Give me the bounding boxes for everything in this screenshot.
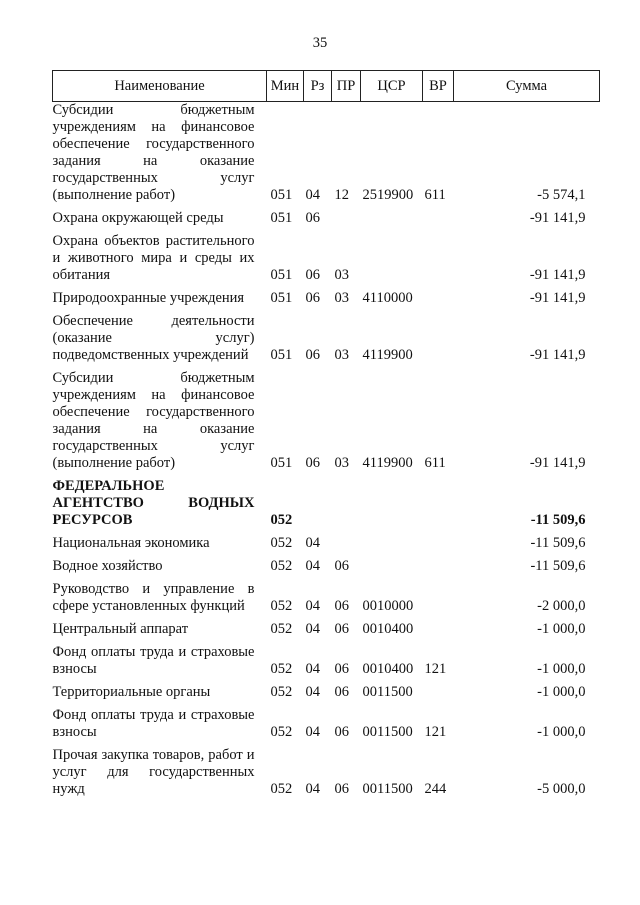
cell-rz: 04 (305, 535, 320, 551)
cell-vr: 121 (424, 661, 447, 677)
cell-sum: -91 141,9 (529, 210, 586, 226)
cell-csr: 0010400 (362, 621, 414, 637)
cell-csr: 0011500 (362, 724, 413, 740)
cell-name: Территориальные органы (52, 684, 211, 700)
header-sum: Сумма (454, 71, 600, 102)
table-row (53, 233, 600, 290)
table-row (53, 535, 600, 558)
cell-name: Фонд оплаты труда и страховые взносы (52, 707, 255, 740)
cell-pr (332, 478, 361, 535)
cell-pr: 06 (334, 558, 349, 574)
cell-vr: 121 (424, 724, 447, 740)
cell-rz: 04 (305, 187, 320, 203)
cell-min: 052 (270, 535, 293, 551)
cell-name: Природоохранные учреждения (52, 290, 245, 306)
cell-min: 051 (270, 187, 293, 203)
table-row (53, 621, 600, 644)
cell-min: 051 (270, 347, 293, 363)
cell-pr: 06 (334, 724, 349, 740)
cell-min: 051 (270, 455, 293, 471)
cell-sum: -91 141,9 (529, 290, 586, 306)
cell-name: Водное хозяйство (52, 558, 163, 574)
cell-name: Субсидии бюджетным учреждениям на финансовое обеспечение государственного задания на оказание государственных услуг (выполнение работ) (52, 102, 255, 203)
cell-sum: -91 141,9 (529, 347, 586, 363)
cell-csr (361, 233, 423, 290)
cell-vr (423, 558, 454, 581)
cell-rz: 04 (305, 724, 320, 740)
cell-csr: 4119900 (362, 455, 413, 471)
cell-min: 051 (270, 210, 293, 226)
table-row (53, 558, 600, 581)
cell-min: 051 (270, 290, 293, 306)
page-number: 35 (312, 35, 328, 51)
cell-sum: -2 000,0 (537, 598, 586, 614)
cell-pr (332, 535, 361, 558)
cell-pr (332, 210, 361, 233)
cell-csr: 0010000 (362, 598, 414, 614)
cell-sum: -11 509,6 (530, 535, 586, 551)
cell-csr (361, 558, 423, 581)
cell-csr: 4110000 (362, 290, 413, 306)
cell-sum: -91 141,9 (529, 267, 586, 283)
cell-csr: 0011500 (362, 684, 413, 700)
cell-rz: 06 (305, 210, 320, 226)
table-row (53, 102, 600, 211)
cell-sum: -5 000,0 (537, 781, 586, 797)
cell-rz: 06 (305, 347, 320, 363)
cell-pr: 03 (334, 347, 349, 363)
cell-sum: -5 574,1 (537, 187, 586, 203)
cell-min: 052 (270, 598, 293, 614)
cell-pr: 06 (334, 781, 349, 797)
cell-min: 052 (270, 512, 293, 528)
cell-name: Национальная экономика (52, 535, 210, 551)
cell-csr: 4119900 (362, 347, 413, 363)
cell-name: Фонд оплаты труда и страховые взносы (52, 644, 255, 677)
cell-rz: 04 (305, 781, 320, 797)
cell-csr: 0011500 (362, 781, 413, 797)
cell-vr (423, 233, 454, 290)
table-header (53, 71, 600, 102)
cell-pr: 06 (334, 621, 349, 637)
cell-rz: 06 (305, 267, 320, 283)
header-pr: ПР (332, 71, 361, 102)
cell-rz (304, 478, 332, 535)
cell-vr (423, 535, 454, 558)
cell-sum: -1 000,0 (537, 661, 586, 677)
cell-vr (423, 210, 454, 233)
cell-vr (423, 621, 454, 644)
cell-sum: -1 000,0 (537, 621, 586, 637)
cell-rz: 04 (305, 558, 320, 574)
cell-vr (423, 290, 454, 313)
cell-name: Охрана окружающей среды (52, 210, 224, 226)
cell-name: Охрана объектов растительного и животного мира и среды их обитания (52, 233, 255, 283)
cell-name: Руководство и управление в сфере установленных функций (52, 581, 255, 614)
table-row (53, 707, 600, 747)
cell-vr (423, 684, 454, 707)
cell-name: ФЕДЕРАЛЬНОЕ АГЕНТСТВО ВОДНЫХ РЕСУРСОВ (52, 478, 255, 528)
cell-sum: -1 000,0 (537, 684, 586, 700)
table-row (53, 684, 600, 707)
cell-csr: 2519900 (362, 187, 414, 203)
table-row (53, 747, 600, 804)
cell-vr: 611 (424, 187, 446, 203)
cell-sum: -11 509,6 (530, 512, 586, 528)
header-rz: Рз (304, 71, 332, 102)
header-min: Мин (267, 71, 304, 102)
cell-rz: 04 (305, 661, 320, 677)
cell-pr: 03 (334, 290, 349, 306)
cell-csr (361, 535, 423, 558)
table-row (53, 370, 600, 478)
cell-name: Центральный аппарат (52, 621, 189, 637)
cell-min: 052 (270, 558, 293, 574)
cell-min: 052 (270, 724, 293, 740)
cell-vr: 611 (424, 455, 446, 471)
cell-sum: -11 509,6 (530, 558, 586, 574)
cell-vr (423, 478, 454, 535)
cell-pr: 03 (334, 455, 349, 471)
table-body (53, 102, 600, 805)
cell-pr: 03 (334, 267, 349, 283)
table-row (53, 644, 600, 684)
cell-rz: 04 (305, 621, 320, 637)
cell-pr: 06 (334, 598, 349, 614)
cell-sum: -91 141,9 (529, 455, 586, 471)
header-name: Наименование (53, 71, 267, 102)
table-row (53, 313, 600, 370)
table-row (53, 478, 600, 535)
table-row (53, 210, 600, 233)
cell-pr: 12 (334, 187, 349, 203)
cell-rz: 04 (305, 598, 320, 614)
cell-pr: 06 (334, 684, 349, 700)
cell-min: 052 (270, 781, 293, 797)
cell-rz: 06 (305, 455, 320, 471)
cell-min: 052 (270, 661, 293, 677)
budget-table (52, 70, 600, 804)
cell-csr: 0010400 (362, 661, 414, 677)
cell-min: 052 (270, 621, 293, 637)
cell-pr: 06 (334, 661, 349, 677)
header-csr: ЦСР (361, 71, 423, 102)
cell-sum: -1 000,0 (537, 724, 586, 740)
cell-vr (423, 313, 454, 370)
cell-min: 052 (270, 684, 293, 700)
cell-name: Субсидии бюджетным учреждениям на финансовое обеспечение государственного задания на оказание государственных услуг (выполнение работ) (52, 370, 255, 471)
cell-csr (361, 210, 423, 233)
cell-vr (423, 581, 454, 621)
cell-name: Прочая закупка товаров, работ и услуг для государственных нужд (52, 747, 255, 797)
cell-csr (361, 478, 423, 535)
cell-min: 051 (270, 267, 293, 283)
table-row (53, 581, 600, 621)
table-row (53, 290, 600, 313)
cell-name: Обеспечение деятельности (оказание услуг) подведомственных учреждений (52, 313, 255, 363)
cell-rz: 04 (305, 684, 320, 700)
cell-rz: 06 (305, 290, 320, 306)
header-vr: ВР (423, 71, 454, 102)
cell-vr: 244 (424, 781, 447, 797)
